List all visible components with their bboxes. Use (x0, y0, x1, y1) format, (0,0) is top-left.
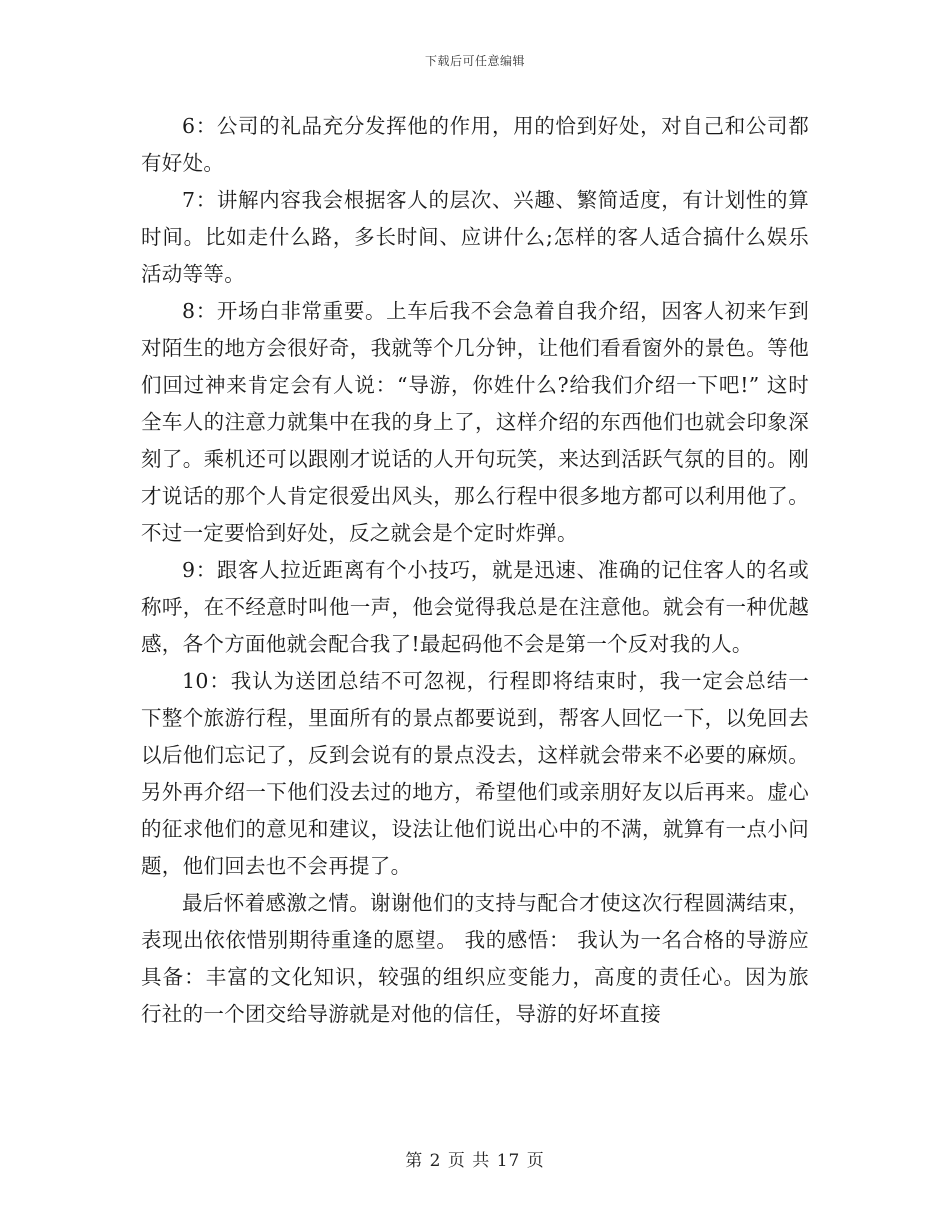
paragraph-8: 8：开场白非常重要。上车后我不会急着自我介绍，因客人初来乍到对陌生的地方会很好奇，我就等个几分钟，让他们看看窗外的景色。等他们回过神来肯定会有人说：“导游，你姓什么?给我们介绍一下吧!” 这时全车人的注意力就集中在我的身上了，这样介绍的东西他们也就会印象深刻了。乘机还可以跟刚才说话的人开句玩笑，来达到活跃气氛的目的。刚才说话的那个人肯定很爱出风头，那么行程中很多地方都可以利用他了。不过一定要恰到好处，反之就会是个定时炸弹。 (141, 299, 809, 545)
page-number: 第 2 页 共 17 页 (405, 1151, 545, 1171)
document-body (141, 108, 809, 1033)
page-header: 下载后可任意编辑 (424, 54, 525, 68)
paragraph-conclusion: 最后怀着感激之情。谢谢他们的支持与配合才使这次行程圆满结束，表现出依依惜别期待重逢的愿望。 我的感悟： 我认为一名合格的导游应具备：丰富的文化知识，较强的组织应变能力，高度的责任心。因为旅 行社的一个团交给导游就是对他的信任，导游的好坏直接 (141, 891, 809, 1026)
paragraph-6: 6：公司的礼品充分发挥他的作用，用的恰到好处，对自己和公司都有好处。 (141, 114, 809, 175)
paragraph-10: 10：我认为送团总结不可忽视，行程即将结束时，我一定会总结一下整个旅游行程，里面所有的景点都要说到，帮客人回忆一下，以免回去以后他们忘记了，反到会说有的景点没去，这样就会带来不必要的麻烦。另外再介绍一下他们没去过的地方，希望他们或亲朋好友以后再来。虚心的征求他们的意见和建议，设法让他们说出心中的不满，就算有一点小问题，他们回去也不会再提了。 (141, 669, 809, 878)
paragraph-9: 9：跟客人拉近距离有个小技巧，就是迅速、准确的记住客人的名或称呼，在不经意时叫他一声，他会觉得我总是在注意他。就会有一种优越感，各个方面他就会配合我了!最起码他不会是第一个反对我的人。 (141, 558, 809, 656)
paragraph-7: 7：讲解内容我会根据客人的层次、兴趣、繁简适度，有计划性的算时间。比如走什么路，多长时间、应讲什么;怎样的客人适合搞什么娱乐活动等等。 (141, 188, 809, 286)
